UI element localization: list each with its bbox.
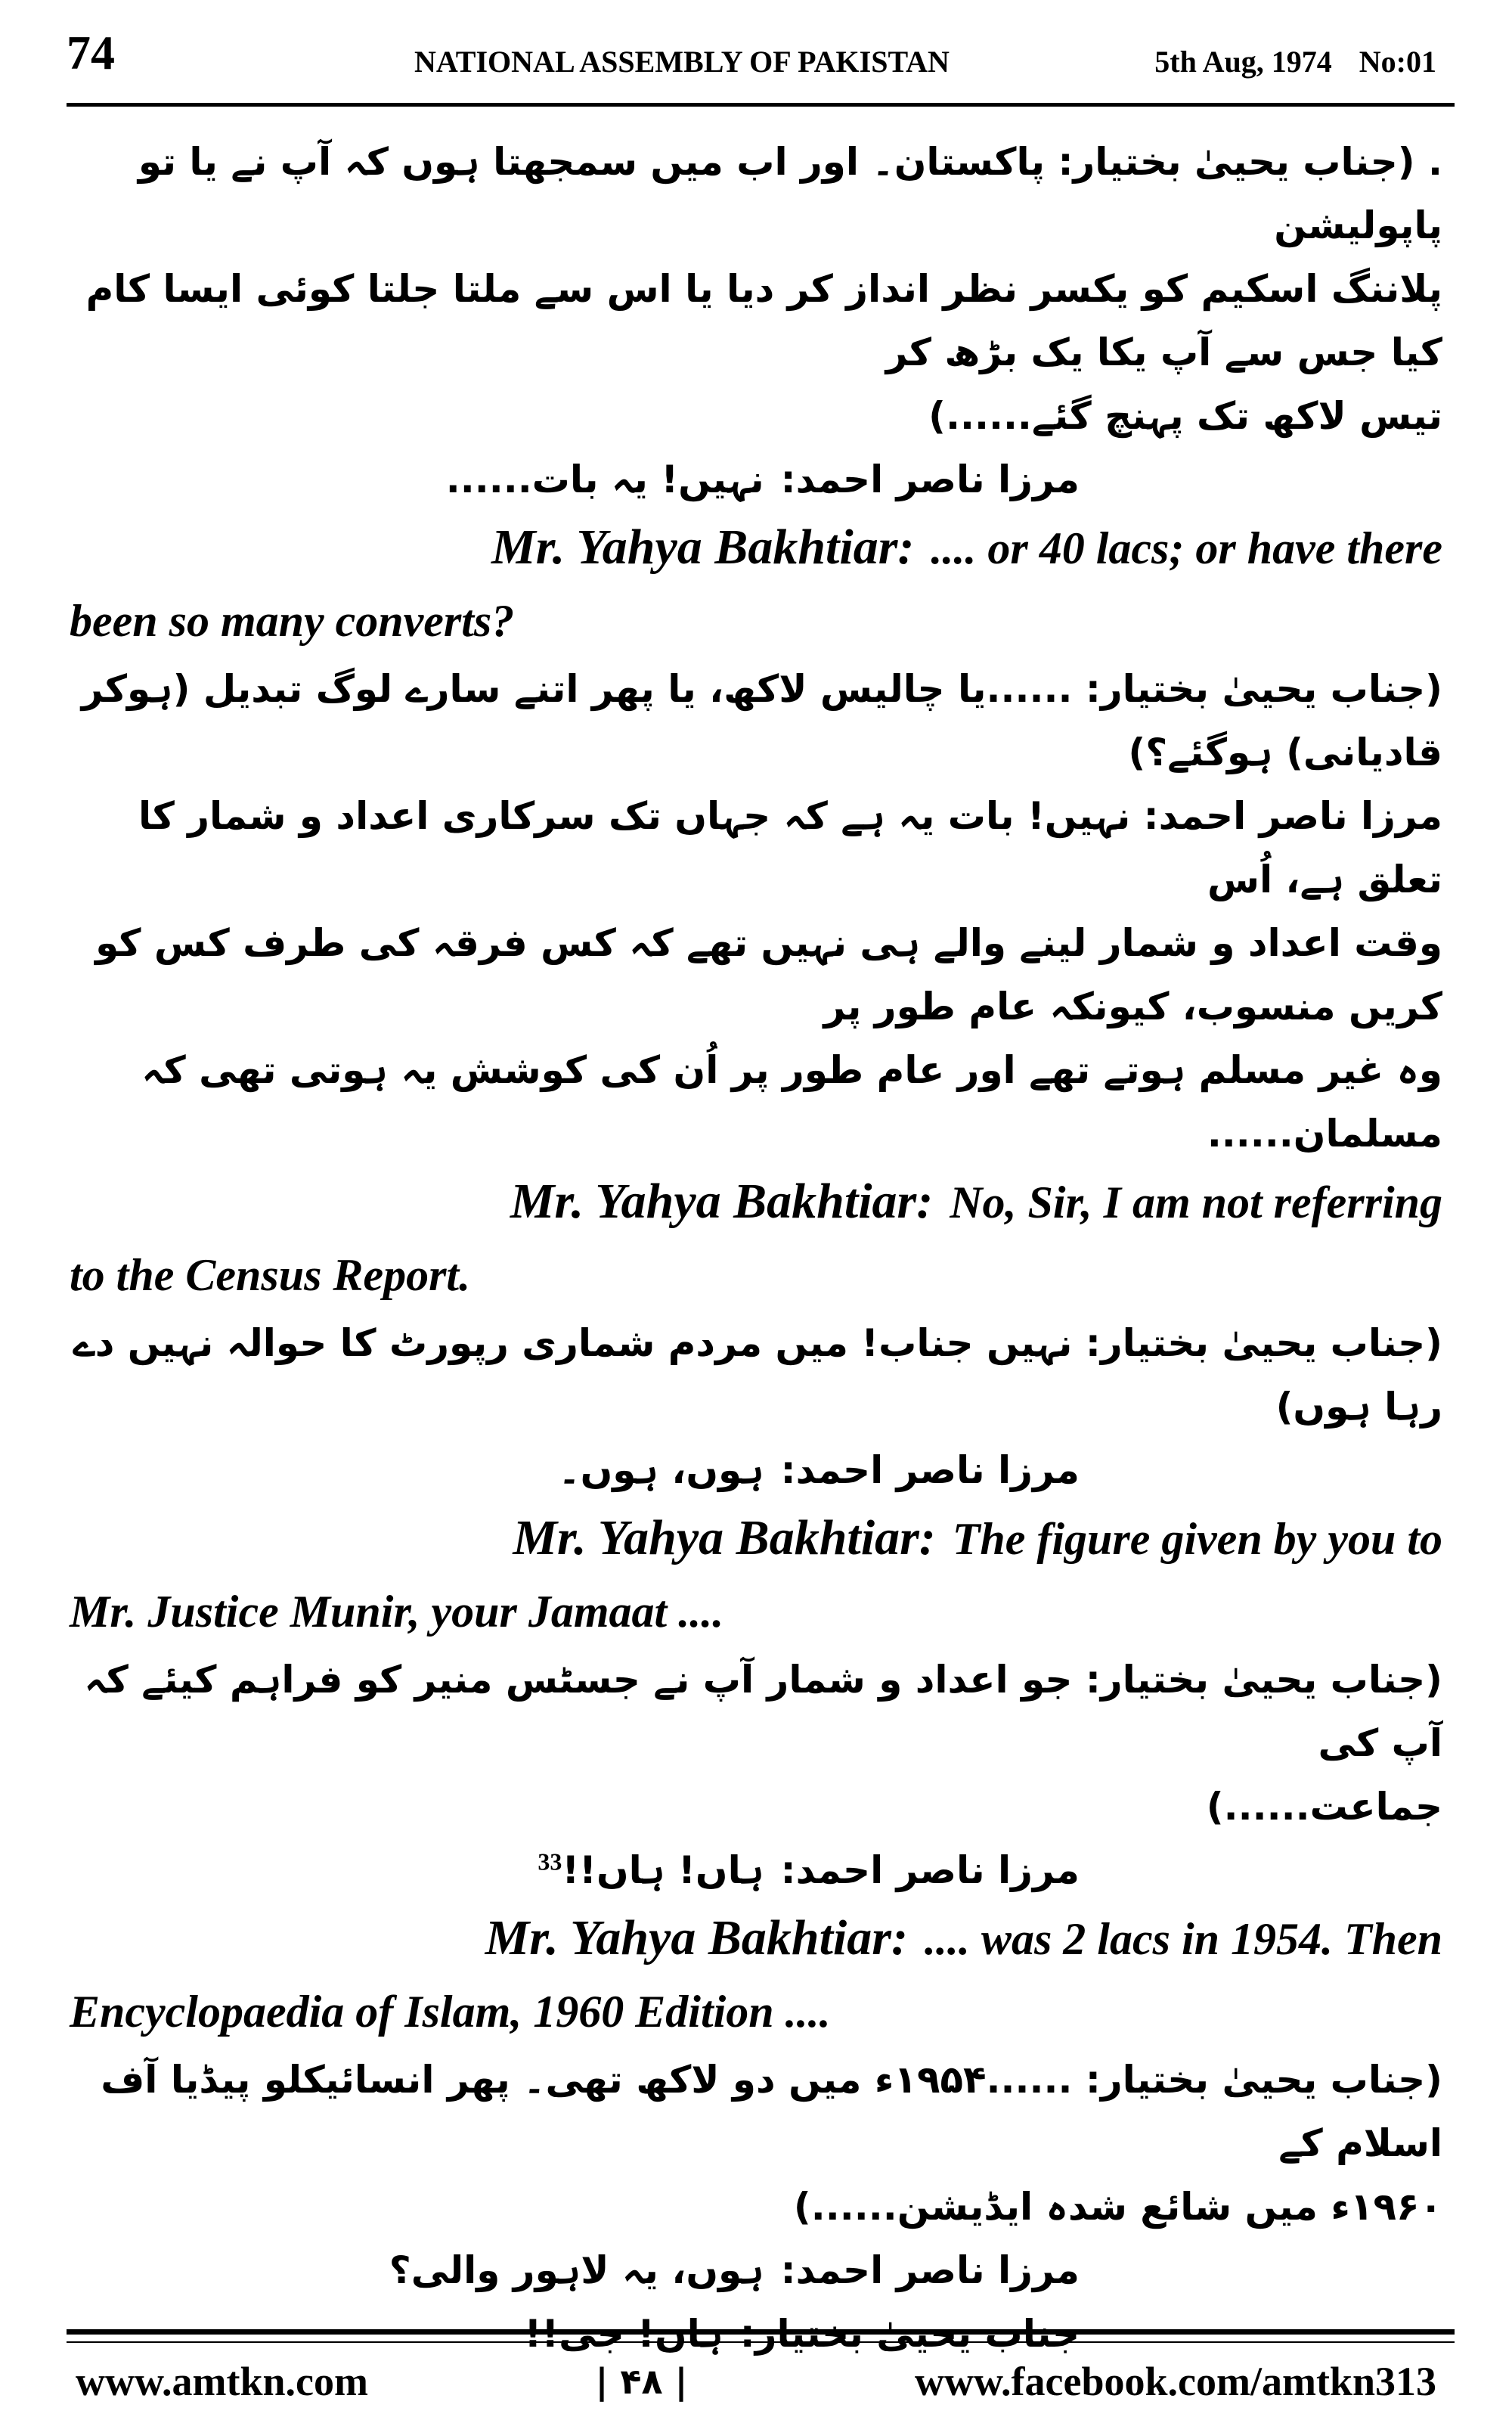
english-paragraph-2	[70, 1165, 1442, 1311]
speaker-mirza: مرزا ناصر احمد:	[780, 458, 1080, 501]
urdu-line: (جناب یحییٰ بختیار: ......یا چالیس لاکھ، یا پھر اتنے سارے لوگ تبدیل (ہوکر	[81, 667, 1442, 711]
urdu-line: (جناب یحییٰ بختیار: جو اعداد و شمار آپ نے جسٹس منیر کو فراہم کیئے کہ آپ کی	[84, 1658, 1442, 1765]
speaker-mirza: مرزا ناصر احمد:	[780, 1448, 1080, 1492]
urdu-paragraph-3	[70, 657, 1442, 784]
english-text: .... was 2 lacs in 1954. Then	[924, 1914, 1442, 1964]
english-line	[70, 1502, 1442, 1575]
urdu-line: (جناب یحییٰ بختیار: ......۱۹۵۴ء میں دو لاکھ تھی۔ پھر انسائیکلو پیڈیا آف اسلام کے	[101, 2058, 1442, 2165]
urdu-line: پلاننگ اسکیم کو یکسر نظر انداز کر دیا یا اس سے ملتا جلتا کوئی ایسا کام کیا جس سے آپ یکا یک بڑھ کر	[85, 267, 1442, 374]
urdu-line: . (جناب یحییٰ بختیار: پاکستان۔ اور اب میں سمجھتا ہوں کہ آپ نے یا تو پاپولیشن	[138, 140, 1442, 247]
speaker-yahya: جناب یحییٰ بختیار:	[739, 2312, 1080, 2356]
english-line	[70, 1165, 1442, 1239]
urdu-line: نہیں! یہ بات......	[445, 458, 764, 501]
speaker-yahya: Mr. Yahya Bakhtiar:	[510, 1174, 934, 1229]
footnote-marker: 33	[538, 1848, 562, 1876]
header-issue: No:01	[1359, 45, 1436, 79]
header-meta	[1154, 44, 1436, 79]
urdu-line: وقت اعداد و شمار لینے والے ہی نہیں تھے کہ کس فرقہ کی طرف کس کو کریں منسوب، کیونکہ عام طور پر	[95, 921, 1442, 1028]
footer-divider-thin	[67, 2341, 1455, 2343]
urdu-line: جماعت......)	[1206, 1785, 1442, 1829]
urdu-line: (جناب یحییٰ بختیار: نہیں جناب! میں مردم شماری رپورٹ کا حوالہ نہیں دے رہا ہوں)	[73, 1321, 1442, 1429]
english-text: .... or 40 lacs; or have there	[931, 523, 1442, 573]
urdu-paragraph-7	[70, 1648, 1442, 1838]
speaker-yahya: Mr. Yahya Bakhtiar:	[485, 1910, 908, 1965]
speaker-mirza: مرزا ناصر احمد:	[780, 1848, 1080, 1892]
header-divider	[67, 103, 1455, 107]
speaker-yahya: Mr. Yahya Bakhtiar:	[513, 1510, 936, 1565]
urdu-paragraph-6	[70, 1438, 1442, 1502]
urdu-line: ہاں! جی!!	[524, 2312, 723, 2356]
transcript-body	[70, 130, 1442, 2356]
urdu-line: قادیانی) ہوگئے؟)	[1128, 731, 1442, 774]
urdu-paragraph-2	[70, 448, 1442, 511]
urdu-line: ہوں، ہوں۔	[558, 1448, 764, 1492]
english-line: to the Census Report.	[70, 1250, 471, 1300]
urdu-line: وہ غیر مسلم ہوتے تھے اور عام طور پر اُن کی کوشش یہ ہوتی تھی کہ مسلمان......	[141, 1048, 1442, 1156]
urdu-line: ۱۹۶۰ء میں شائع شدہ ایڈیشن......)	[793, 2185, 1442, 2229]
english-line	[70, 511, 1442, 585]
english-text: No, Sir, I am not referring	[950, 1177, 1442, 1227]
english-text: The figure given by you to	[952, 1514, 1442, 1564]
footer-facebook-link[interactable]: www.facebook.com/amtkn313	[915, 2359, 1436, 2404]
footer-divider	[67, 2329, 1455, 2335]
english-paragraph-1	[70, 511, 1442, 657]
speaker-mirza: مرزا ناصر احمد:	[780, 2248, 1080, 2292]
english-line: Mr. Justice Munir, your Jamaat ....	[70, 1587, 724, 1637]
urdu-paragraph-10	[70, 2238, 1442, 2302]
footer-page-mark: | ۴۸ |	[595, 2361, 688, 2402]
urdu-paragraph-4	[70, 784, 1442, 1165]
page-number: 74	[67, 26, 115, 79]
urdu-paragraph-8	[70, 1838, 1442, 1902]
english-paragraph-4	[70, 1902, 1442, 2048]
english-line: been so many converts?	[70, 596, 515, 646]
urdu-line: مرزا ناصر احمد: نہیں! بات یہ ہے کہ جہاں تک سرکاری اعداد و شمار کا تعلق ہے، اُس	[138, 794, 1442, 901]
english-line: Encyclopaedia of Islam, 1960 Edition ....	[70, 1987, 831, 2037]
english-line	[70, 1902, 1442, 1975]
footer-website-link[interactable]: www.amtkn.com	[76, 2359, 368, 2404]
urdu-line: ہاں! ہاں!!	[562, 1848, 764, 1892]
publication-title: NATIONAL ASSEMBLY OF PAKISTAN	[414, 45, 950, 79]
urdu-paragraph-9	[70, 2048, 1442, 2238]
urdu-paragraph-1	[70, 130, 1442, 448]
english-paragraph-3	[70, 1502, 1442, 1648]
urdu-paragraph-5	[70, 1311, 1442, 1438]
header-date: 5th Aug, 1974	[1154, 45, 1332, 79]
footer	[76, 2358, 1436, 2405]
running-header	[414, 44, 1436, 79]
speaker-yahya: Mr. Yahya Bakhtiar:	[491, 520, 915, 575]
urdu-line: تیس لاکھ تک پہنچ گئے......)	[928, 394, 1442, 438]
urdu-line: ہوں، یہ لاہور والی؟	[389, 2248, 764, 2292]
